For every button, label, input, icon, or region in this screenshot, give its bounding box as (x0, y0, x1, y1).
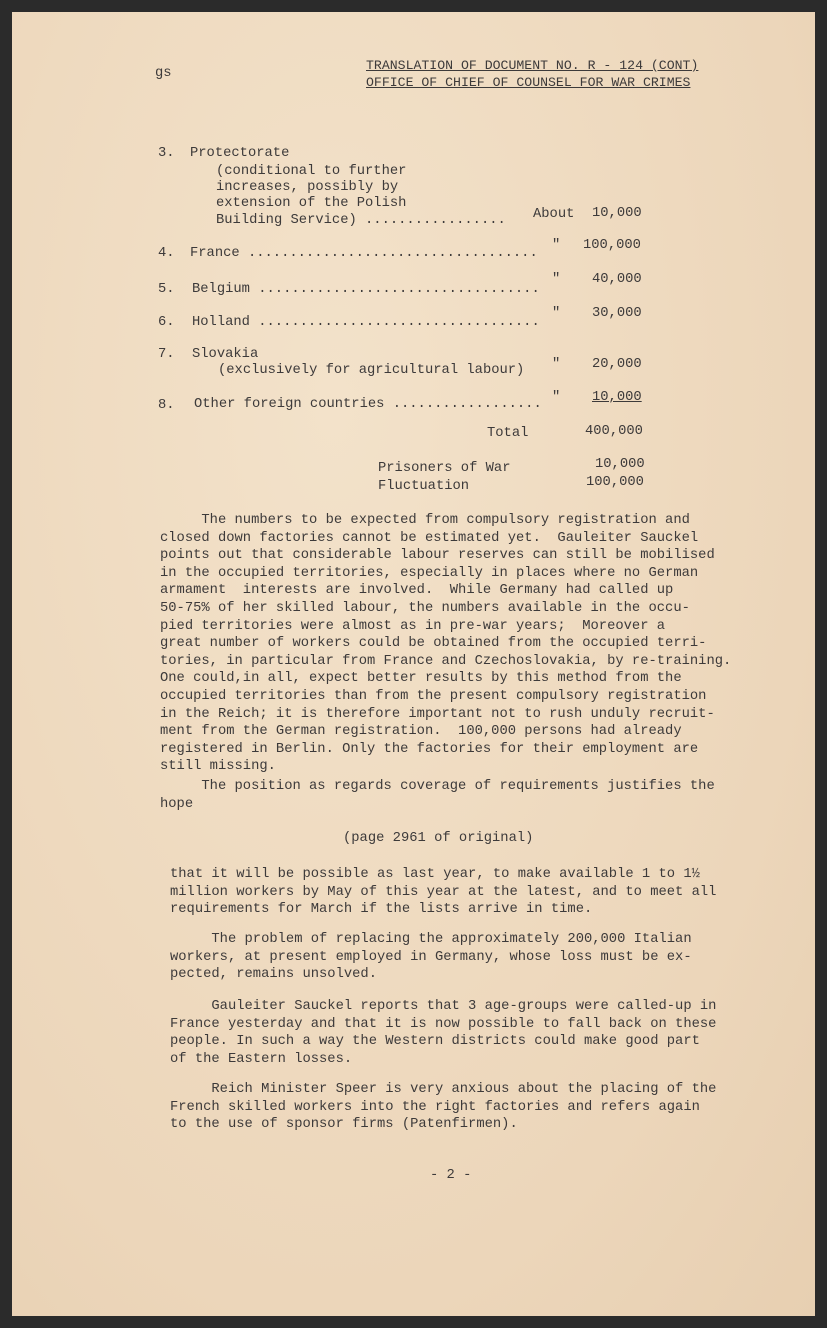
list-item-num: 8. (158, 398, 175, 413)
list-item-label: Protectorate (190, 146, 290, 161)
text-line: The position as regards coverage of requirements justifies the (160, 779, 715, 794)
text-line: in the Reich; it is therefore important not to rush unduly recruit- (160, 706, 715, 722)
text-line: to the use of sponsor firms (Patenfirmen). (170, 1117, 518, 1133)
total-label: Total (487, 426, 529, 441)
text-line: The problem of replacing the approximately 200,000 Italian (170, 932, 692, 947)
list-item-label: Belgium .................................. (192, 282, 540, 297)
list-item-value: 10,000 (592, 206, 642, 221)
list-item-prefix: " (552, 390, 561, 405)
text-line: armament interests are involved. While Germany had called up (160, 583, 674, 599)
list-item-value: 30,000 (592, 306, 642, 321)
list-item-prefix: About (533, 207, 575, 222)
list-item-sub: increases, possibly by (216, 180, 399, 195)
text-line: pied territories were almost as in pre-war years; Moreover a (160, 618, 666, 634)
list-item-sub: extension of the Polish (216, 196, 407, 211)
list-item-value: 20,000 (592, 357, 642, 372)
text-line: ment from the German registration. 100,000 persons had already (160, 724, 682, 740)
paragraph-labour-reserves (160, 512, 731, 776)
text-line: 50-75% of her skilled labour, the numbers available in the occu- (160, 600, 690, 616)
list-item-num: 3. (158, 146, 175, 161)
text-line: hope (160, 796, 194, 812)
list-item-sub: (exclusively for agricultural labour) (218, 363, 525, 378)
paragraph-coverage (160, 778, 715, 813)
total-value: 400,000 (585, 424, 643, 439)
list-item-label: Other foreign countries .................. (194, 397, 542, 412)
list-item-prefix: " (552, 272, 561, 287)
list-item-num: 7. (158, 347, 175, 362)
text-line: pected, remains unsolved. (170, 967, 377, 983)
paragraph-speer (170, 1081, 716, 1134)
list-item-num: 5. (158, 282, 175, 297)
text-line: still missing. (160, 759, 276, 775)
extra-label: Prisoners of War (378, 461, 511, 476)
list-item-num: 4. (158, 246, 175, 261)
text-line: of the Eastern losses. (170, 1051, 353, 1067)
text-line: France yesterday and that it is now possible to fall back on these (170, 1016, 717, 1032)
text-line: in the occupied territories, especially in places where no German (160, 565, 699, 581)
header-title-line1: TRANSLATION OF DOCUMENT NO. R - 124 (CONT) (366, 58, 699, 73)
text-line: people. In such a way the Western districts could make good part (170, 1034, 700, 1050)
text-line: great number of workers could be obtained from the occupied terri- (160, 636, 707, 652)
list-item-sub: Building Service) ................. (216, 213, 506, 228)
list-item-label: Holland .................................. (192, 315, 540, 330)
list-item-value: 10,000 (592, 390, 642, 405)
list-item-prefix: " (552, 357, 561, 372)
list-item-sub: (conditional to further (216, 164, 407, 179)
text-line: that it will be possible as last year, to make available 1 to 1½ (170, 867, 700, 882)
text-line: The numbers to be expected from compulsory registration and (160, 513, 690, 528)
paragraph-italian-workers (170, 931, 692, 984)
page-reference: (page 2961 of original) (343, 831, 534, 846)
text-line: tories, in particular from France and Czechoslovakia, by re-training. (160, 653, 732, 669)
extra-value: 10,000 (595, 457, 645, 472)
text-line: points out that considerable labour reserves can still be mobilised (160, 548, 715, 564)
text-line: workers, at present employed in Germany, whose loss must be ex- (170, 949, 692, 965)
list-item-label: Slovakia (192, 347, 259, 362)
paragraph-age-groups (170, 998, 716, 1068)
list-item-prefix: " (552, 238, 561, 253)
list-item-num: 6. (158, 315, 175, 330)
text-line: requirements for March if the lists arrive in time. (170, 902, 593, 918)
text-line: closed down factories cannot be estimated yet. Gauleiter Sauckel (160, 530, 699, 546)
text-line: One could,in all, expect better results by this method from the (160, 671, 682, 687)
text-line: registered in Berlin. Only the factories for their employment are (160, 741, 699, 757)
extra-value: 100,000 (586, 475, 644, 490)
page-number: - 2 - (430, 1168, 472, 1183)
list-item-value: 100,000 (583, 238, 641, 253)
extra-label: Fluctuation (378, 479, 470, 494)
header-title-line2: OFFICE OF CHIEF OF COUNSEL FOR WAR CRIMES (366, 75, 691, 90)
text-line: Reich Minister Speer is very anxious about the placing of the (170, 1082, 717, 1097)
list-item-label: France ................................... (190, 246, 538, 261)
text-line: Gauleiter Sauckel reports that 3 age-groups were called-up in (170, 999, 717, 1014)
list-item-value: 40,000 (592, 272, 642, 287)
paragraph-workers-available (170, 866, 716, 919)
list-item-prefix: " (552, 306, 561, 321)
text-line: million workers by May of this year at the latest, and to meet all (170, 884, 717, 900)
text-line: occupied territories than from the present compulsory registration (160, 688, 707, 704)
text-line: French skilled workers into the right factories and refers again (170, 1099, 700, 1115)
typist-initials: gs (155, 66, 172, 81)
